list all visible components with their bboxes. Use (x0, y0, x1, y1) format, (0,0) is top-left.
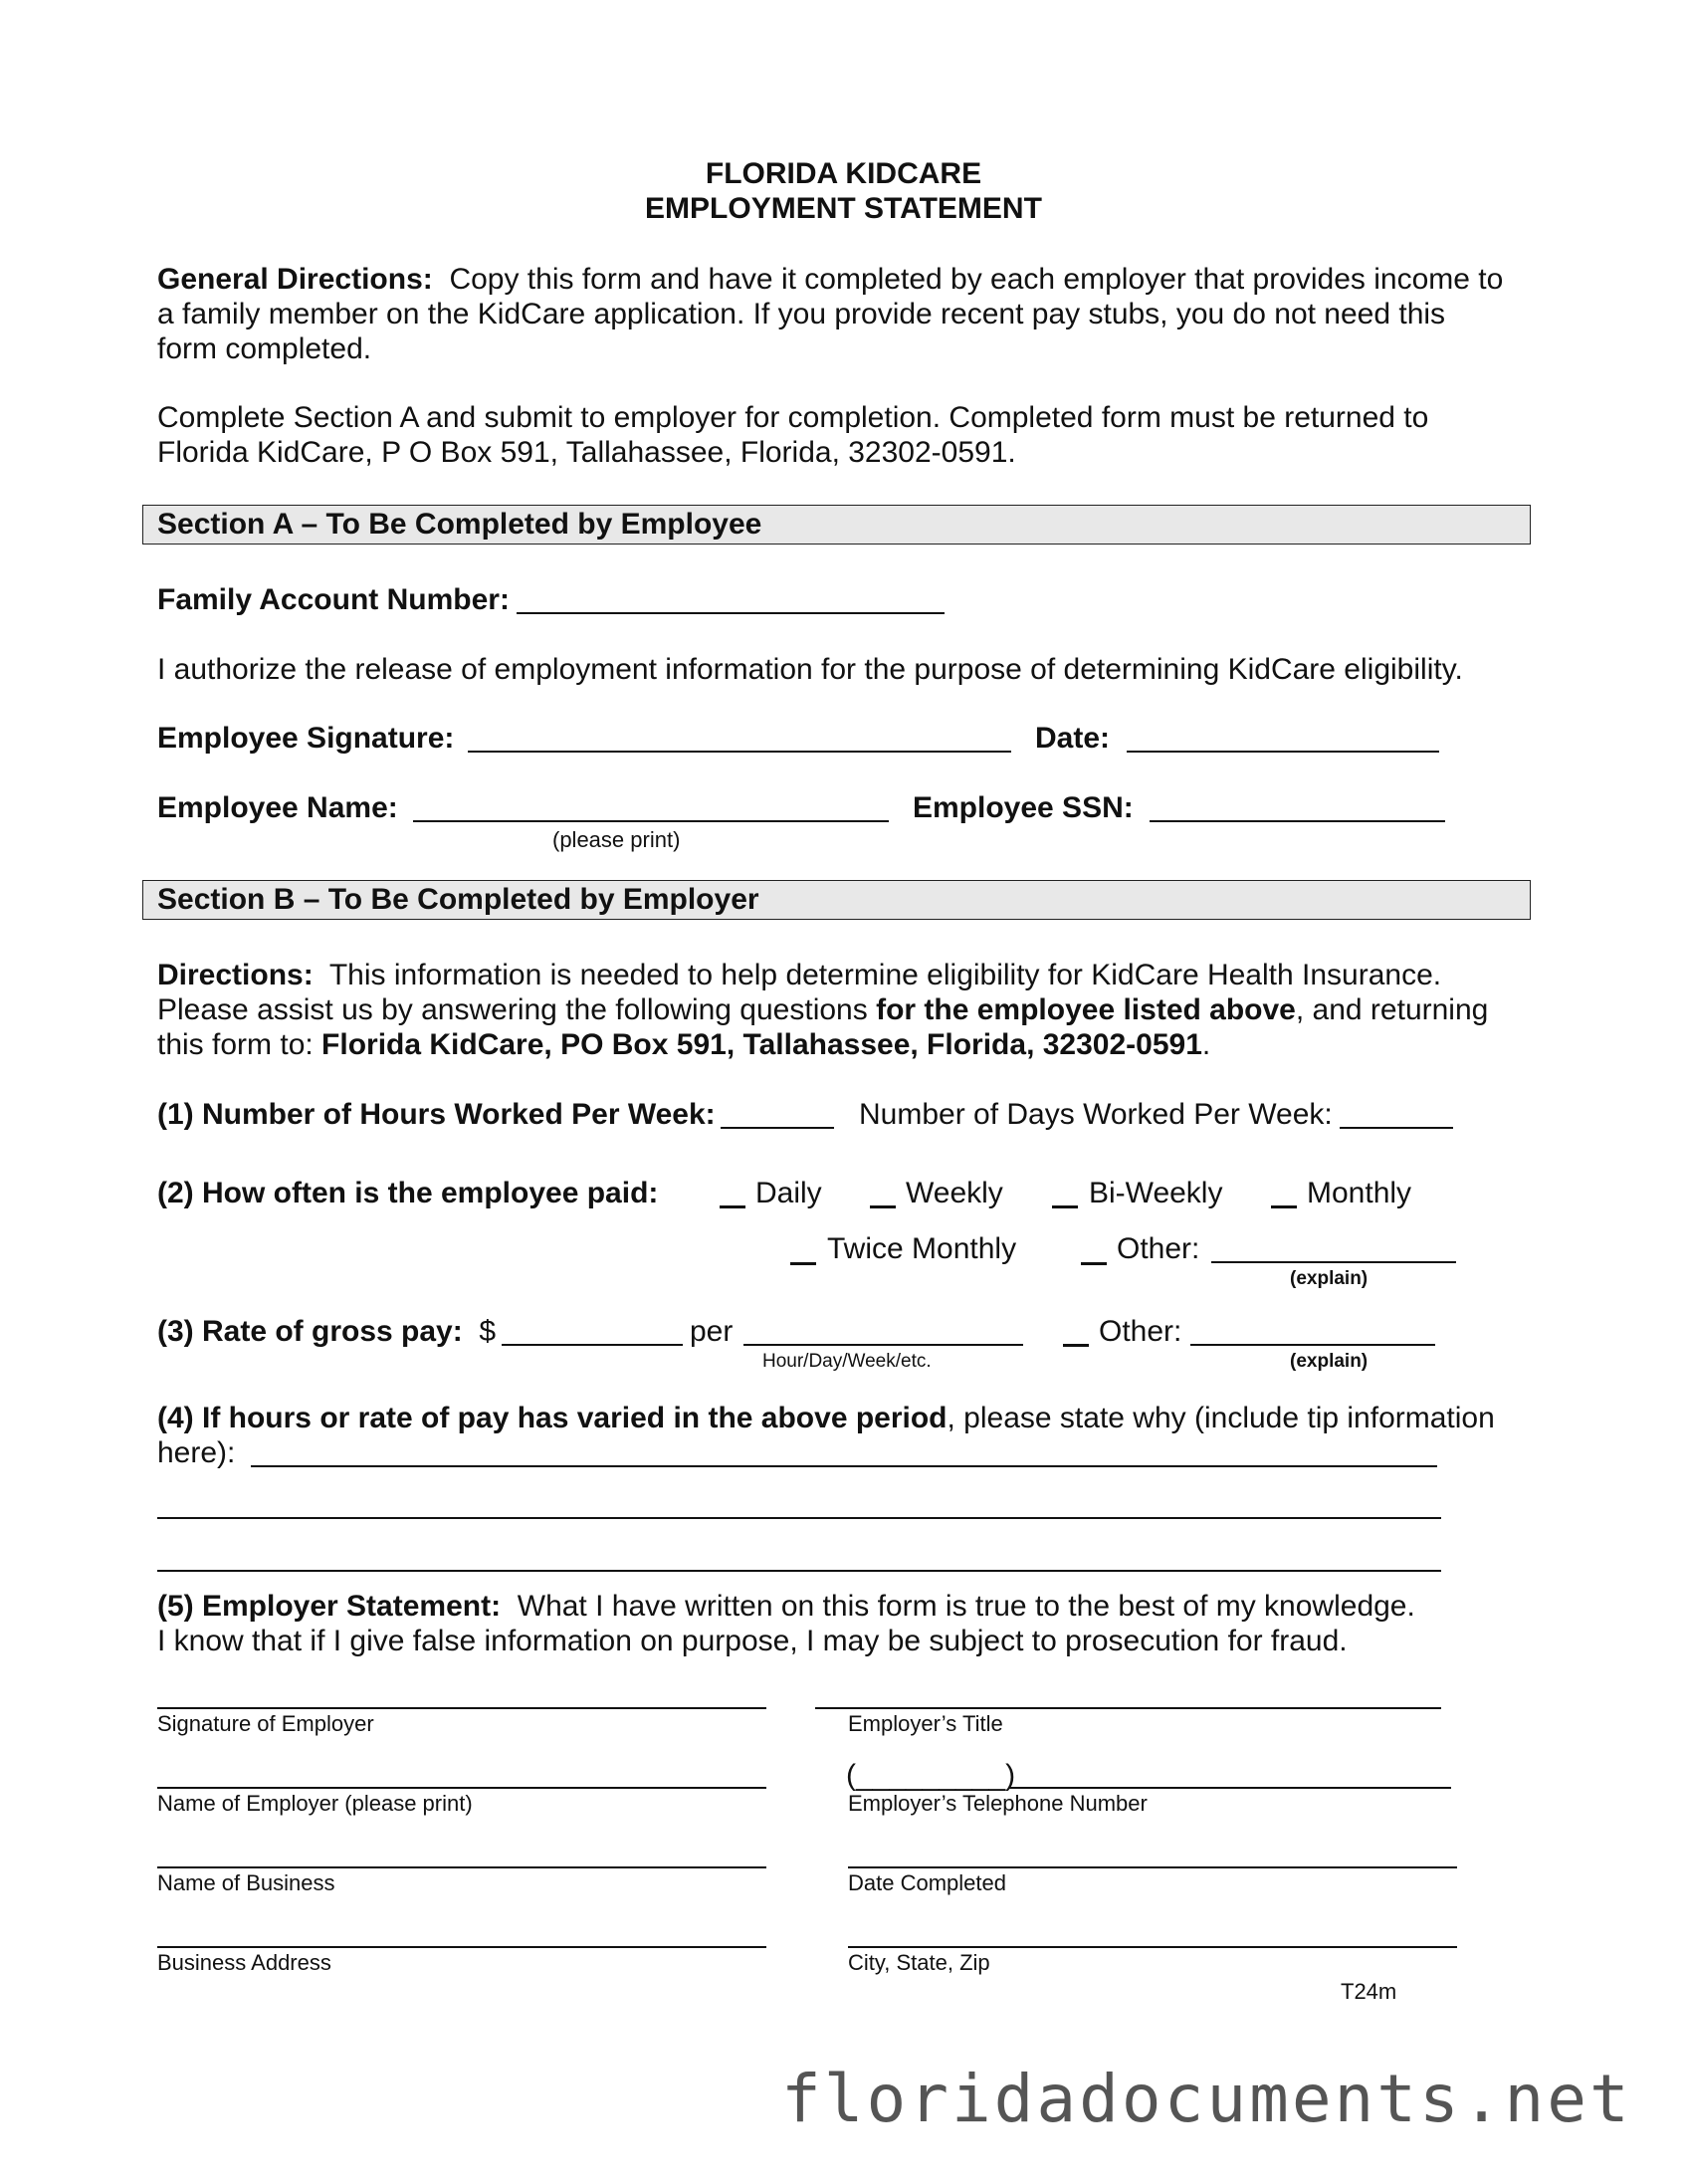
section-b-title: Section B – To Be Completed by Employer (157, 883, 759, 916)
employee-signature-label: Employee Signature: (157, 722, 455, 755)
employer-name-caption: Name of Employer (please print) (157, 1791, 473, 1816)
directions-line3 (157, 1027, 1210, 1062)
form-title-line2: EMPLOYMENT STATEMENT (645, 192, 1042, 225)
employer-signature-caption: Signature of Employer (157, 1711, 374, 1736)
q3-other-field[interactable] (1190, 1344, 1435, 1346)
q3-per-label: per (690, 1315, 734, 1348)
employee-ssn-field[interactable] (1150, 820, 1445, 822)
family-account-label: Family Account Number: (157, 583, 510, 616)
q2-label: (2) How often is the employee paid: (157, 1177, 659, 1209)
employer-phone-field[interactable] (1009, 1787, 1451, 1789)
section-a-title: Section A – To Be Completed by Employee (157, 508, 762, 541)
q5-label: (5) Employer Statement: (157, 1590, 502, 1623)
q2-explain-hint: (explain) (1290, 1268, 1369, 1289)
date-label: Date: (1035, 722, 1111, 755)
general-directions-text: Copy this form and have it completed by each employer that provides income to (449, 263, 1504, 296)
q3-label: (3) Rate of gross pay: (157, 1315, 463, 1348)
directions-label: Directions: (157, 959, 314, 991)
please-print-hint: (please print) (552, 827, 681, 852)
employer-name-field[interactable] (157, 1787, 766, 1789)
q2-biweekly-check[interactable] (1052, 1205, 1078, 1208)
q2-monthly-label: Monthly (1307, 1177, 1412, 1209)
q1-hours-label: (1) Number of Hours Worked Per Week: (157, 1098, 716, 1131)
section-a-header (142, 505, 1531, 545)
general-directions-line1 (157, 262, 1503, 297)
employer-title-field[interactable] (815, 1707, 1441, 1709)
general-directions-label: General Directions: (157, 263, 433, 296)
watermark: floridadocuments.net (781, 2061, 1632, 2137)
submission-line1: Complete Section A and submit to employer for completion. Completed form must be returned to (157, 401, 1429, 434)
employee-signature-field[interactable] (468, 751, 1011, 753)
q4-explanation-line1[interactable] (251, 1465, 1437, 1467)
date-completed-caption: Date Completed (848, 1870, 1006, 1895)
directions-l3a: this form to: (157, 1028, 322, 1061)
authorization-text: I authorize the release of employment information for the purpose of determining KidCare eligibility. (157, 653, 1463, 686)
submission-line2: Florida KidCare, P O Box 591, Tallahassee, Florida, 32302-0591. (157, 436, 1016, 469)
directions-l2b: for the employee listed above (876, 993, 1296, 1026)
q4-here-label: here): (157, 1436, 236, 1469)
form-code: T24m (1341, 1979, 1397, 2004)
q3-other-label: Other: (1099, 1315, 1182, 1348)
city-state-zip-caption: City, State, Zip (848, 1950, 990, 1975)
directions-l3c: . (1201, 1028, 1211, 1061)
q2-twice-monthly-check[interactable] (790, 1262, 816, 1265)
general-directions-line3: form completed. (157, 332, 372, 365)
date-field[interactable] (1127, 751, 1439, 753)
business-name-caption: Name of Business (157, 1870, 335, 1895)
q3-rate-field[interactable] (502, 1344, 683, 1346)
q2-daily-check[interactable] (720, 1205, 745, 1208)
q5-line2: I know that if I give false information on purpose, I may be subject to prosecution for fraud. (157, 1625, 1348, 1657)
business-address-caption: Business Address (157, 1950, 331, 1975)
employer-title-caption: Employer’s Title (848, 1711, 1003, 1736)
phone-area-code[interactable]: (_________) (846, 1759, 1016, 1792)
q2-monthly-check[interactable] (1271, 1205, 1297, 1208)
q4-label: (4) If hours or rate of pay has varied in the above period (157, 1402, 948, 1434)
employer-phone-caption: Employer’s Telephone Number (848, 1791, 1148, 1816)
directions-text: This information is needed to help determine eligibility for KidCare Health Insurance. (328, 959, 1442, 991)
family-account-field[interactable] (517, 612, 945, 614)
general-directions-line2: a family member on the KidCare application. If you provide recent pay stubs, you do not need this (157, 298, 1446, 330)
q2-daily-label: Daily (755, 1177, 822, 1209)
q3-other-check[interactable] (1063, 1344, 1089, 1347)
q4-explanation-line3[interactable] (157, 1570, 1441, 1572)
date-completed-field[interactable] (848, 1866, 1457, 1868)
directions-l3b: Florida KidCare, PO Box 591, Tallahassee, Florida, 32302-0591 (321, 1028, 1202, 1061)
employee-ssn-label: Employee SSN: (913, 791, 1134, 824)
city-state-zip-field[interactable] (848, 1946, 1457, 1948)
q2-other-check[interactable] (1081, 1262, 1107, 1265)
directions-line1 (157, 958, 1441, 992)
directions-line2 (157, 992, 1488, 1027)
q1-hours-field[interactable] (721, 1127, 834, 1129)
q2-other-label: Other: (1117, 1232, 1200, 1265)
q2-biweekly-label: Bi-Weekly (1089, 1177, 1223, 1209)
q1-days-field[interactable] (1340, 1127, 1453, 1129)
employee-name-field[interactable] (413, 820, 889, 822)
q2-twice-monthly-label: Twice Monthly (827, 1232, 1017, 1265)
employee-name-label: Employee Name: (157, 791, 398, 824)
q3-dollar-sign: $ (479, 1315, 497, 1348)
q5-text: What I have written on this form is true to the best of my knowledge. (517, 1590, 1415, 1623)
q1-days-label: Number of Days Worked Per Week: (859, 1098, 1333, 1131)
q3-period-hint: Hour/Day/Week/etc. (762, 1351, 932, 1372)
business-name-field[interactable] (157, 1866, 766, 1868)
q4-explanation-line2[interactable] (157, 1517, 1441, 1519)
q2-other-field[interactable] (1211, 1261, 1456, 1263)
directions-l2c: , and returning (1295, 993, 1489, 1026)
q5-line1 (157, 1589, 1415, 1624)
q4-line1 (157, 1401, 1495, 1435)
q3-explain-hint: (explain) (1290, 1351, 1369, 1372)
form-title-line1: FLORIDA KIDCARE (705, 157, 982, 190)
section-b-header (142, 880, 1531, 920)
directions-l2a: Please assist us by answering the following questions (157, 993, 877, 1026)
q2-weekly-check[interactable] (870, 1205, 896, 1208)
business-address-field[interactable] (157, 1946, 766, 1948)
q3-line (157, 1314, 496, 1349)
employer-signature-field[interactable] (157, 1707, 766, 1709)
q3-period-field[interactable] (743, 1344, 1023, 1346)
q4-text: , please state why (include tip information (947, 1402, 1495, 1434)
q2-weekly-label: Weekly (906, 1177, 1003, 1209)
